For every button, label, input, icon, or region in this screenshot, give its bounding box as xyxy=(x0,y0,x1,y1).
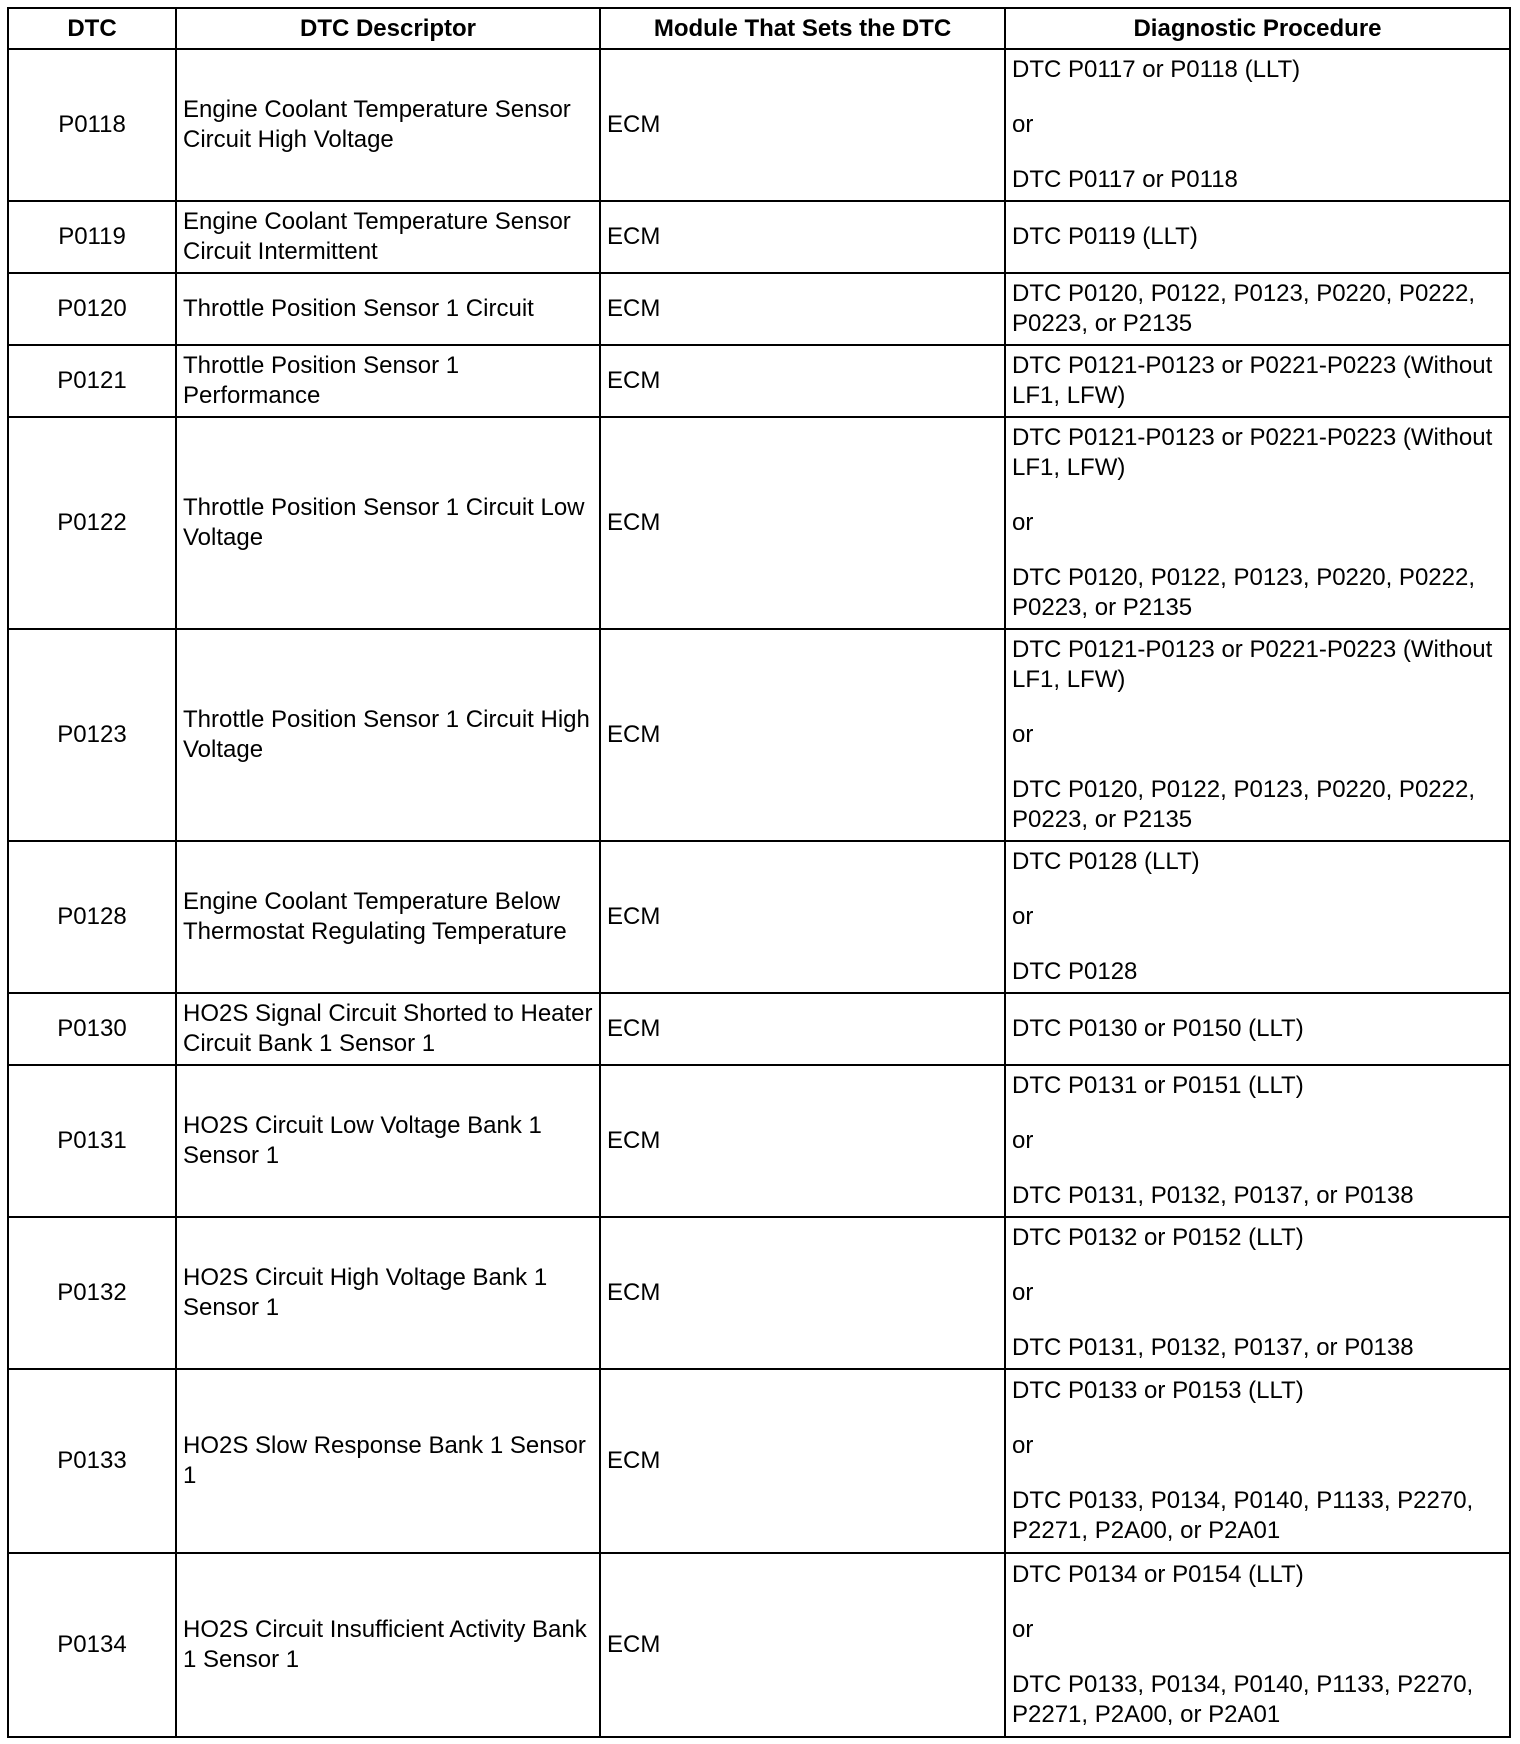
dtc-code: P0130 xyxy=(8,993,176,1065)
module-name: ECM xyxy=(600,1217,1005,1369)
procedure-or-separator: or xyxy=(1012,1127,1034,1154)
procedure-reference: DTC P0130 or P0150 (LLT) xyxy=(1012,1015,1304,1042)
table-row xyxy=(8,201,1510,273)
procedure-reference: DTC P0128 xyxy=(1012,958,1138,985)
header-diagnostic-procedure: Diagnostic Procedure xyxy=(1005,8,1510,49)
diagnostic-procedure xyxy=(1005,1553,1510,1737)
procedure-reference: DTC P0133, P0134, P0140, P1133, P2270, P2271, P2A00, or P2A01 xyxy=(1012,1671,1474,1728)
procedure-reference: DTC P0133, P0134, P0140, P1133, P2270, P2271, P2A00, or P2A01 xyxy=(1012,1487,1474,1544)
dtc-code: P0128 xyxy=(8,841,176,993)
dtc-code: P0132 xyxy=(8,1217,176,1369)
module-name: ECM xyxy=(600,841,1005,993)
dtc-code: P0133 xyxy=(8,1369,176,1553)
module-name: ECM xyxy=(600,1369,1005,1553)
diagnostic-procedure xyxy=(1005,993,1510,1065)
procedure-or-separator: or xyxy=(1012,721,1034,748)
procedure-reference: DTC P0117 or P0118 xyxy=(1012,166,1238,193)
procedure-reference: DTC P0134 or P0154 (LLT) xyxy=(1012,1561,1304,1588)
dtc-descriptor: HO2S Circuit High Voltage Bank 1 Sensor 1 xyxy=(176,1217,600,1369)
dtc-descriptor: Throttle Position Sensor 1 Performance xyxy=(176,345,600,417)
header-dtc-descriptor: DTC Descriptor xyxy=(176,8,600,49)
procedure-reference: DTC P0132 or P0152 (LLT) xyxy=(1012,1224,1304,1251)
procedure-reference: DTC P0120, P0122, P0123, P0220, P0222, P0223, or P2135 xyxy=(1012,280,1475,337)
module-name: ECM xyxy=(600,201,1005,273)
module-name: ECM xyxy=(600,49,1005,201)
table-row xyxy=(8,345,1510,417)
procedure-reference: DTC P0120, P0122, P0123, P0220, P0222, P0223, or P2135 xyxy=(1012,776,1475,833)
dtc-descriptor: Throttle Position Sensor 1 Circuit xyxy=(176,273,600,345)
module-name: ECM xyxy=(600,417,1005,629)
dtc-descriptor: Throttle Position Sensor 1 Circuit High Voltage xyxy=(176,629,600,841)
table-row xyxy=(8,49,1510,201)
dtc-descriptor: HO2S Circuit Low Voltage Bank 1 Sensor 1 xyxy=(176,1065,600,1217)
procedure-reference: DTC P0117 or P0118 (LLT) xyxy=(1012,56,1301,83)
diagnostic-procedure xyxy=(1005,49,1510,201)
table-row xyxy=(8,993,1510,1065)
module-name: ECM xyxy=(600,273,1005,345)
dtc-descriptor: Engine Coolant Temperature Sensor Circuit Intermittent xyxy=(176,201,600,273)
dtc-descriptor: Throttle Position Sensor 1 Circuit Low Voltage xyxy=(176,417,600,629)
diagnostic-procedure xyxy=(1005,1065,1510,1217)
module-name: ECM xyxy=(600,345,1005,417)
module-name: ECM xyxy=(600,629,1005,841)
dtc-descriptor: Engine Coolant Temperature Sensor Circuit High Voltage xyxy=(176,49,600,201)
dtc-code: P0119 xyxy=(8,201,176,273)
dtc-descriptor: Engine Coolant Temperature Below Thermostat Regulating Temperature xyxy=(176,841,600,993)
procedure-or-separator: or xyxy=(1012,111,1034,138)
table-row xyxy=(8,417,1510,629)
table-row xyxy=(8,1553,1510,1737)
diagnostic-procedure xyxy=(1005,273,1510,345)
dtc-code: P0118 xyxy=(8,49,176,201)
module-name: ECM xyxy=(600,1065,1005,1217)
dtc-descriptor: HO2S Slow Response Bank 1 Sensor 1 xyxy=(176,1369,600,1553)
procedure-reference: DTC P0121-P0123 or P0221-P0223 (Without LF1, LFW) xyxy=(1012,424,1493,481)
procedure-or-separator: or xyxy=(1012,1432,1034,1459)
dtc-code: P0120 xyxy=(8,273,176,345)
procedure-reference: DTC P0131, P0132, P0137, or P0138 xyxy=(1012,1182,1414,1209)
diagnostic-procedure xyxy=(1005,1217,1510,1369)
diagnostic-procedure xyxy=(1005,629,1510,841)
diagnostic-procedure xyxy=(1005,201,1510,273)
header-dtc: DTC xyxy=(8,8,176,49)
procedure-or-separator: or xyxy=(1012,509,1034,536)
dtc-code: P0122 xyxy=(8,417,176,629)
table-body xyxy=(8,49,1510,1737)
table-header-row xyxy=(8,8,1510,49)
dtc-code: P0131 xyxy=(8,1065,176,1217)
table-row xyxy=(8,841,1510,993)
procedure-reference: DTC P0119 (LLT) xyxy=(1012,223,1198,250)
dtc-code: P0121 xyxy=(8,345,176,417)
table-row xyxy=(8,629,1510,841)
dtc-descriptor: HO2S Signal Circuit Shorted to Heater Circuit Bank 1 Sensor 1 xyxy=(176,993,600,1065)
table-row xyxy=(8,1369,1510,1553)
table-row xyxy=(8,1065,1510,1217)
dtc-table-page xyxy=(7,7,1509,1738)
procedure-reference: DTC P0121-P0123 or P0221-P0223 (Without LF1, LFW) xyxy=(1012,636,1493,693)
table-row xyxy=(8,273,1510,345)
module-name: ECM xyxy=(600,993,1005,1065)
procedure-reference: DTC P0121-P0123 or P0221-P0223 (Without LF1, LFW) xyxy=(1012,352,1493,409)
procedure-reference: DTC P0133 or P0153 (LLT) xyxy=(1012,1377,1304,1404)
diagnostic-procedure xyxy=(1005,841,1510,993)
procedure-reference: DTC P0128 (LLT) xyxy=(1012,848,1200,875)
header-module: Module That Sets the DTC xyxy=(600,8,1005,49)
diagnostic-procedure xyxy=(1005,1369,1510,1553)
procedure-or-separator: or xyxy=(1012,1279,1034,1306)
procedure-reference: DTC P0120, P0122, P0123, P0220, P0222, P0223, or P2135 xyxy=(1012,564,1475,621)
diagnostic-procedure xyxy=(1005,417,1510,629)
procedure-or-separator: or xyxy=(1012,1616,1034,1643)
table-row xyxy=(8,1217,1510,1369)
dtc-descriptor: HO2S Circuit Insufficient Activity Bank 1 Sensor 1 xyxy=(176,1553,600,1737)
procedure-or-separator: or xyxy=(1012,903,1034,930)
procedure-reference: DTC P0131 or P0151 (LLT) xyxy=(1012,1072,1304,1099)
module-name: ECM xyxy=(600,1553,1005,1737)
dtc-table xyxy=(7,7,1511,1738)
diagnostic-procedure xyxy=(1005,345,1510,417)
procedure-reference: DTC P0131, P0132, P0137, or P0138 xyxy=(1012,1334,1414,1361)
dtc-code: P0123 xyxy=(8,629,176,841)
dtc-code: P0134 xyxy=(8,1553,176,1737)
